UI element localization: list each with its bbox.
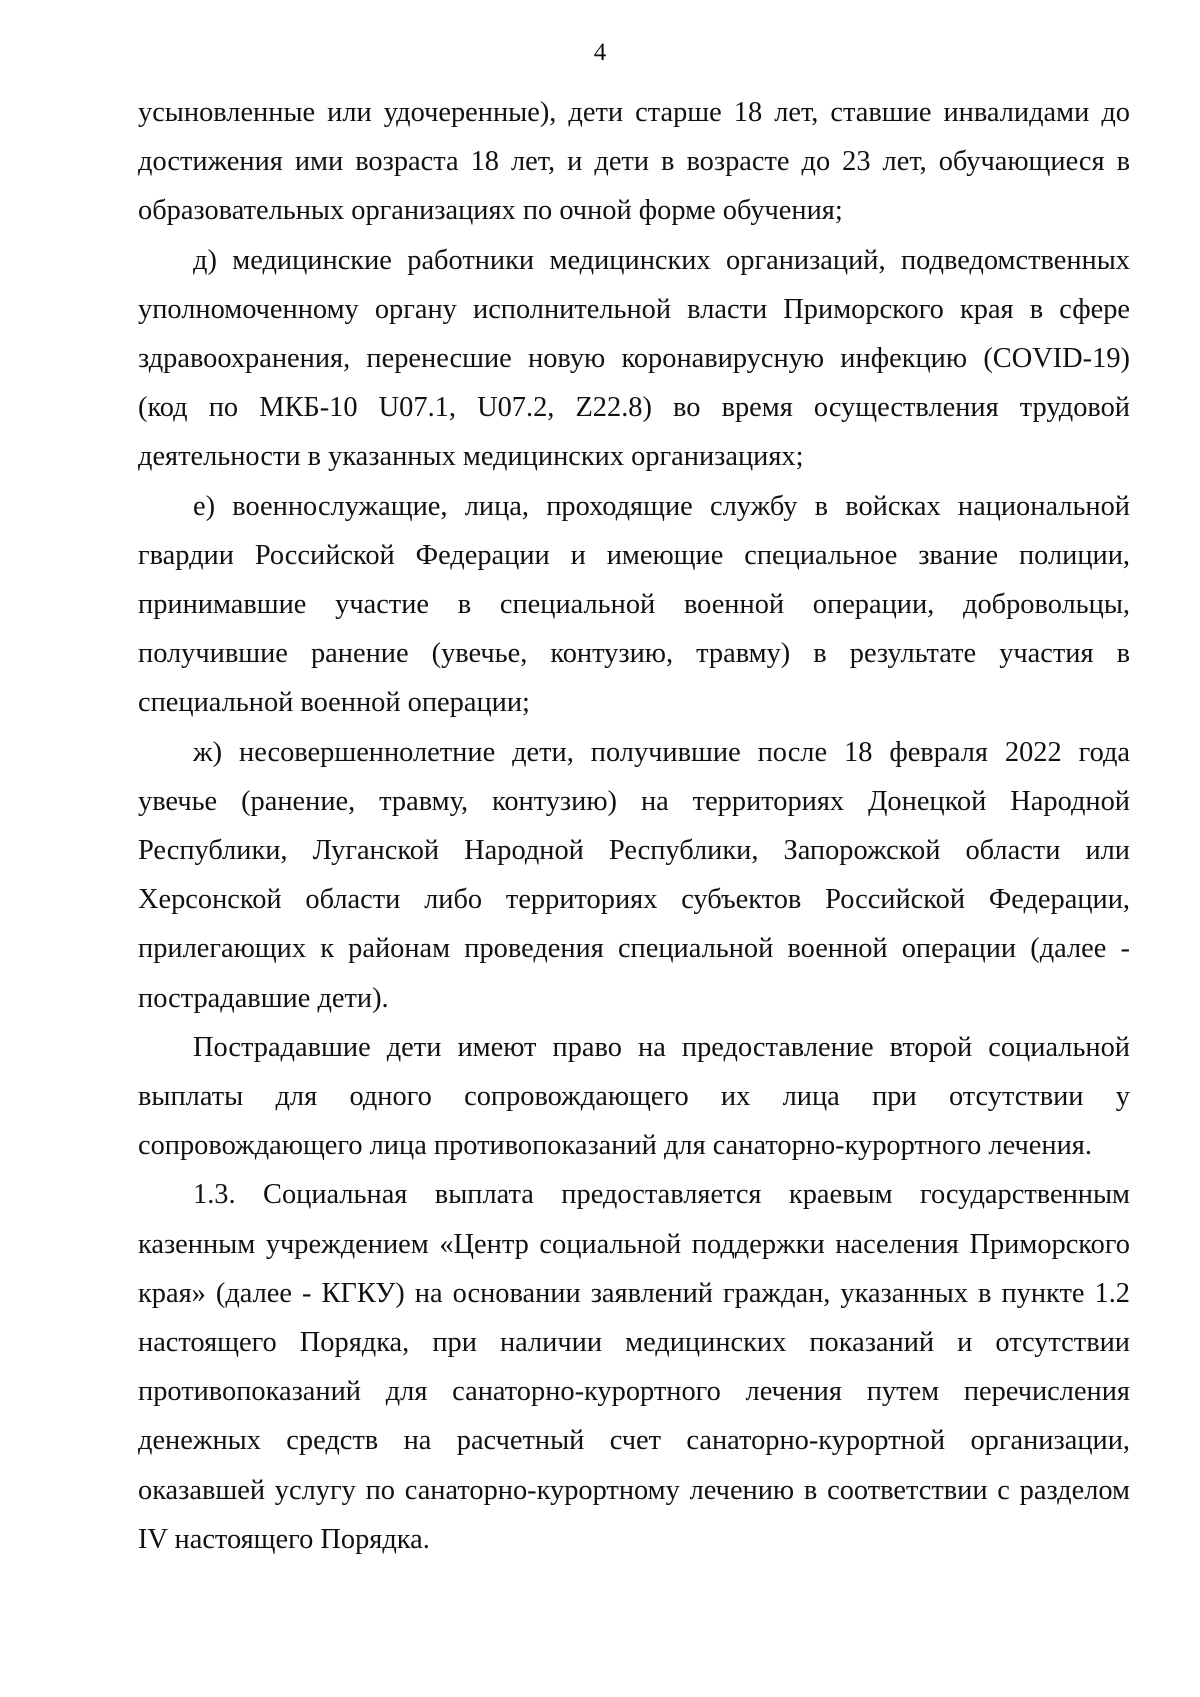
document-body xyxy=(138,88,1130,1564)
paragraph-item-d: д) медицинские работники медицинских организаций, подведомственных уполномоченному органу исполнительной власти Приморского края в сфере здравоохранения, перенесшие новую коронавирусную инфекцию (COVID-19) (код по МКБ-10 U07.1, U07.2, Z22.8) во время осуществления трудовой деятельности в указанных медицинских организациях; xyxy=(138,244,1130,473)
paragraph-section-1-3: 1.3. Социальная выплата предоставляется краевым государственным казенным учреждением «Центр социальной поддержки населения Приморского края» (далее - КГКУ) на основании заявлений граждан, указанных в пункте 1.2 настоящего Порядка, при наличии медицинских показаний и отсутствии противопоказаний для санаторно-курортного лечения путем перечисления денежных средств на расчетный счет санаторно-курортной организации, оказавшей услугу по санаторно-курортному лечению в соответствии с разделом IV настоящего Порядка. xyxy=(138,1179,1130,1555)
paragraph-continuation: усыновленные или удочеренные), дети старше 18 лет, ставшие инвалидами до достижения ими возраста 18 лет, и дети в возрасте до 23 лет, обучающиеся в образовательных организациях по очной форме обучения; xyxy=(138,97,1130,227)
paragraph-item-zh: ж) несовершеннолетние дети, получившие после 18 февраля 2022 года увечье (ранение, травму, контузию) на территориях Донецкой Народной Республики, Луганской Народной Республики, Запорожской области или Херсонской области либо территориях субъектов Российской Федерации, прилегающих к районам проведения специальной военной операции (далее - пострадавшие дети). xyxy=(138,736,1130,1014)
paragraph-item-e: е) военнослужащие, лица, проходящие службу в войсках национальной гвардии Российской Федерации и имеющие специальное звание полиции, принимавшие участие в специальной военной операции, добровольцы, получившие ранение (увечье, контузию, травму) в результате участия в специальной военной операции; xyxy=(138,490,1130,719)
paragraph-injured-children: Пострадавшие дети имеют право на предоставление второй социальной выплаты для одного сопровождающего их лица при отсутствии у сопровождающего лица противопоказаний для санаторно-курортного лечения. xyxy=(138,1031,1130,1162)
page-number: 4 xyxy=(593,39,607,66)
